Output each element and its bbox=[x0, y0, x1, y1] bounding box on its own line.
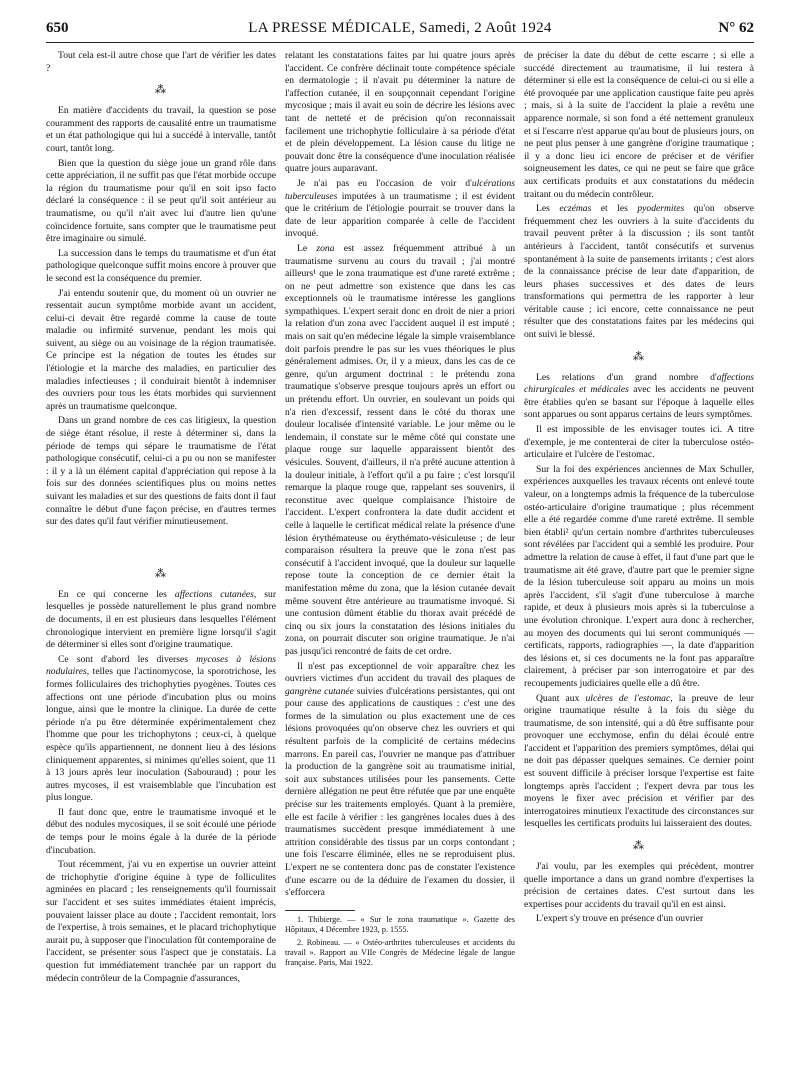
section-separator: ⁂ bbox=[633, 840, 645, 853]
paragraph: L'expert s'y trouve en présence d'un ouvrier bbox=[536, 913, 704, 925]
column-1 bbox=[46, 50, 276, 1074]
paragraph: de préciser la date du début de cette escarre ; si elle a succédé directement au traumatisme, il lui restera à déterminer si elle est la conséquence de celui-ci ou si elle a été provoquée par une application caustique faite peu après ; mais, si à la suite de l'accident la plaie a revêtu une apparence normale, si son fond a été nettement granuleux et si l'escarre n'est apparue qu'au bout de plusieurs jours, on ne peut plus penser à une gangrène d'origine traumatique ; il y a donc lieu ici encore de préciser et de vérifier soigneusement les dates, ce qui ne peut se faire que grâce aux certificats produits et aux constatations du médecin traitant ou du médecin contrôleur. bbox=[524, 50, 754, 200]
section-separator: ⁂ bbox=[155, 84, 167, 97]
paragraph: Les eczémas et les pyodermites qu'on observe fréquemment chez les ouvriers à la suite d'accidents du travail peuvent prêter à la discussion ; ils sont tantôt antérieurs à l'accident, tantôt consécutifs et survenus spontanément à la suite de pansements irritants ; c'est alors de la connaissance précise de leur date d'apparition, de leurs phases successives et des dates de leurs transformations qui permettra de les rapporter à leur véritable cause ; ici encore, cette connaissance ne peut résulter que des constatations faites par les médecins qui ont suivi le blessé. bbox=[524, 203, 754, 341]
paragraph: Il n'est pas exceptionnel de voir apparaître chez les ouvriers victimes d'un accident du travail des plaques de gangrène cutanée suivies d'ulcérations persistantes, qui ont pour cause des applications de caustiques : c'est une des formes de la simulation ou plus exactement une de ces lésions provoquées qu'on observe chez les ouvriers et qui résultent parfois de la complicité de certains médecins marrons. En pareil cas, l'ouvrier ne manque pas d'attribuer la production de la gangrène soit au traumatisme initial, soit aux substances utilisées pour les pansements. Cette dernière allégation ne peut être réfutée que par une enquête précise sur les traitements employés. Quant à la première, elle est facile à vérifier : les gangrènes locales dues à des traumatismes succèdent presque immédiatement à une attrition considérable des tissus par un corps contondant ; une fois l'escarre éliminée, elles ne se reproduisent plus. L'expert ne se contentera donc pas de constater l'existence d'une escarre ou de la déduire de l'examen du dossier, il s'efforcera bbox=[285, 660, 515, 899]
paragraph: Le zona est assez fréquemment attribué à un traumatisme survenu au cours du travail ; j'ai montré ailleurs¹ que le zona traumatique est d'une rareté extrême ; on ne peut admettre son existence que dans les cas exceptionnels où le traumatisme intéresse les ganglions sympathiques. L'expert serait donc en droit de nier a priori la relation d'un zona avec l'accident auquel il est imputé ; mais on sait qu'en médecine légale la simple vraisemblance doit parfois prendre le pas sur les vues théoriques le plus généralement admises. Or, il y a mieux, dans les cas de ce genre, qu'un argument doctrinal : le prétendu zona traumatique s'observe presque toujours après un effort ou un prétendu effort. Un ouvrier, en soulevant un poids qui n'a rien d'excessif, ressent dans le côté du thorax une douleur localisée d'intensité variable. Le jour même ou le lendemain, il constate sur le même côté qui constate une plaque rouge sur laquelle apparaissent bientôt des vésicules. Souvent, d'ailleurs, il n'a prêté aucune attention à la douleur initiale, à l'effort qu'il a pu faire ; c'est lorsqu'il remarque la plaque rouge que, rappelant ses souvenirs, il reconstitue avec quelque complaisance l'histoire de l'accident. L'expert confrontera la date dudit accident et celle à laquelle le certificat médical relate la présence d'une lésion érythémateuse ou érythémato-vésiculeuse ; de leur comparaison résultera la preuve que le zona n'est pas consécutif à l'accident invoqué, que la douleur sur laquelle repose toute la conception de ce dernier était la manifestation même du zona, que la lésion cutanée devait même souvent être antérieure au traumatisme invoqué. Si une contusion dûment établie du thorax avait précédé de cinq ou six jours la constatation des lésions initiales du zona, on pourrait discuter son origine traumatique. Je n'ai pas jusqu'ici rencontré de faits de cet ordre. bbox=[285, 242, 515, 657]
section-separator: ⁂ bbox=[155, 567, 167, 580]
paragraph: Sur la foi des expériences anciennes de Max Schuller, expériences auxquelles les travaux récents ont enlevé toute valeur, on a longtemps admis la fréquence de la tuberculose ostéo-articulaire d'origine traumatique ; plus récemment elle a été regardée comme d'une rareté extrême. Il semble bien établi² qu'un certain nombre d'arthrites tuberculeuses sont révélées par l'accident qui a semblé les produire. Pour admettre la relation de cause à effet, il faut d'une part que le traumatisme ait été grave, d'autre part que le premier signe de la lésion tuberculeuse soit apparu au moins un mois après l'accident, s'il s'agit d'une tuberculose à marche rapide, et deux à plusieurs mois après si la tuberculose a une évolution chronique. L'expert aura donc à rechercher, au moyen des documents qui lui seront communiqués — certificats, rapports, radiographies —, la date d'apparition des lésions et, si ces documents ne la font pas apparaître clairement, à préciser par son interrogatoire et par des recoupements judiciaires quelle elle a dû être. bbox=[524, 463, 754, 689]
journal-title: LA PRESSE MÉDICALE, Samedi, 2 Août 1924 bbox=[248, 20, 552, 36]
issue-number: N° 62 bbox=[718, 20, 754, 36]
page-number: 650 bbox=[46, 20, 69, 36]
paragraph: La succession dans le temps du traumatisme et d'un état pathologique quelconque suffit moins encore à prouver que le second est la conséquence du premier. bbox=[46, 247, 276, 284]
paragraph: Dans un grand nombre de ces cas litigieux, la question de siège étant résolue, il reste à déterminer si, dans la période de temps qui sépare le traumatisme de l'état pathologique consécutif, celui-ci a pu ou non se manifester : il y a là un élément capital d'appréciation qui repose à la fois sur des données scientifiques plus ou moins nettes suivant les maladies et sur des questions de faits dont il faut connaître le début d'une façon précise, en d'autres termes sur des dates qu'il faut vérifier minutieusement. bbox=[46, 415, 276, 528]
paragraph: Il faut donc que, entre le traumatisme invoqué et le début des nodules mycosiques, il se soit écoulé une période de temps pour le moins égale à la durée de la période d'incubation. bbox=[46, 806, 276, 856]
paragraph: Quant aux ulcères de l'estomac, la preuve de leur origine traumatique résulte à la fois du siège du traumatisme, de son intensité, qui a dû être suffisante pour provoquer une ecchymose, enfin du délai écoulé entre l'accident et l'apparition des premiers symptômes, délai qui ne doit pas dépasser quelques semaines. Ce dernier point est souvent difficile à préciser lorsque l'expertise est faite longtemps après l'accident ; l'expert devra par tous les moyens le fixer avec précision et vérifier par des interrogatoires minutieux l'exactitude des circonstances sur lesquelles les certificats produits lui laisseraient des doutes. bbox=[524, 692, 754, 830]
paragraph: Bien que la question du siège joue un grand rôle dans cette appréciation, il ne suffit pas que l'état morbide occupe la région du traumatisme pour qu'il en soit ipso facto déclaré la conséquence : il se peut qu'il soit antérieur au traumatisme, ou qu'il n'ait avec lui d'autre lien qu'une coïncidence fortuite, sans compter que le traumatisme peut être imaginaire ou simulé. bbox=[46, 157, 276, 245]
paragraph: Ce sont d'abord les diverses mycoses à lésions nodulaires, telles que l'actinomycose, la sporotrichose, les formes folliculaires des trichophyties pyogènes. Toutes ces affections ont une période d'incubation plus ou moins longue, ainsi que le montre la clinique. La durée de cette période n'a pu être déterminée expérimentalement chez l'homme que pour les trichophytons ; ceux-ci, à quelque espèce qu'ils appartiennent, ne donnent lieu à des lésions cliniquement apparentes, si minimes qu'elles soient, que 11 à 13 jours après leur inoculation (Sabouraud) ; pour les autres mycoses, il est vraisemblable que l'incubation est plus longue. bbox=[46, 653, 276, 804]
paragraph: Tout cela est-il autre chose que l'art de vérifier les dates ? bbox=[46, 50, 276, 74]
paragraph: Tout récemment, j'ai vu en expertise un ouvrier atteint de trichophytie d'origine équine à type de folliculites agminées en placard ; les renseignements qu'il fournissait sur l'accident et ses suites immédiates étaient imprécis, pouvaient laisser place au doute ; l'accident remontait, lors de l'expertise, à trois semaines, et le placard trichophytique aurait pu, à supposer que l'inoculation fût contemporaine de l'accident, se présenter sous l'aspect que je constatais. La question fut immédiatement tranchée par un rapport du médecin contrôleur de la Compagnie d'assurances, bbox=[46, 859, 276, 984]
paragraph: J'ai voulu, par les exemples qui précèdent, montrer quelle importance a dans un grand nombre d'expertises la précision de certaines dates. C'est surtout dans les expertises pour accidents du travail qu'il en est ainsi. bbox=[524, 861, 754, 910]
column-2 bbox=[285, 50, 515, 1074]
paragraph: En ce qui concerne les affections cutanées, sur lesquelles je possède naturellement le plus grand nombre de documents, il en est plusieurs dans lesquelles l'élément chronologique intervient en première ligne lorsqu'il s'agit de déterminer si elles sont d'origine traumatique. bbox=[46, 588, 276, 651]
footnote: 2. Robineau. — « Ostéo-arthrites tuberculeuses et accidents du travail ». Rapport au VIIe Congrès de Médecine légale de langue française. Paris, Mai 1922. bbox=[285, 937, 515, 968]
paragraph: En matière d'accidents du travail, la question se pose couramment des rapports de causalité entre un traumatisme et un état pathologique qui lui a succédé à intervalle, tantôt court, tantôt long. bbox=[46, 105, 276, 154]
paragraph: Il est impossible de les envisager toutes ici. A titre d'exemple, je me contenterai de citer la tuberculose ostéo-articulaire et l'ulcère de l'estomac. bbox=[524, 424, 754, 461]
column-3 bbox=[524, 50, 754, 1074]
paragraph: Je n'ai pas eu l'occasion de voir d'ulcérations tuberculeuses imputées à un traumatisme ; il est évident que le critérium de l'étiologie pourrait se trouver dans la date de leur apparition comparée à celle de l'accident invoqué. bbox=[285, 177, 515, 240]
footnote-divider bbox=[285, 910, 355, 911]
article-columns bbox=[46, 50, 754, 1074]
paragraph: Les relations d'un grand nombre d'affections chirurgicales et médicales avec les accidents ne peuvent être établies qu'en se basant sur l'époque à laquelle elles sont apparues ou sont apparus certains de leurs symptômes. bbox=[524, 371, 754, 421]
section-separator: ⁂ bbox=[633, 350, 645, 363]
footnote: 1. Thibierge. — « Sur le zona traumatique ». Gazette des Hôpitaux, 4 Décembre 1923, p. 1555. bbox=[285, 914, 515, 935]
paragraph: relatant les constatations faites par lui quatre jours après l'accident. Ce confrère déclinait toute compétence spéciale en dermatologie ; il n'avait pu déterminer la nature de l'affection cutanée, il en soupçonnait cependant l'origine mycosique ; mais il avait eu soin de décrire les lésions avec tant de netteté et de précision qu'on reconnaissait facilement une trichophytie folliculaire à sa période d'état et de plein développement. La lésion cause du litige ne pouvait donc être la conséquence d'une inoculation réalisée quatre jours auparavant. bbox=[285, 50, 515, 175]
paragraph: J'ai entendu soutenir que, du moment où un ouvrier ne ressentait aucun symptôme morbide avant un accident, celui-ci devait être regardé comme la cause de toute maladie ou infirmité survenue, pendant les mois qui suivent, au siège ou au voisinage de la région traumatisée. Ce principe est la négation de toutes les études sur l'étiologie et la marche des maladies, en particulier des maladies infectieuses ; il conduirait bientôt à indemniser des ouvriers pour tous les états morbides qui surviennent après un traumatisme quelconque. bbox=[46, 287, 276, 412]
page-header bbox=[46, 18, 754, 43]
